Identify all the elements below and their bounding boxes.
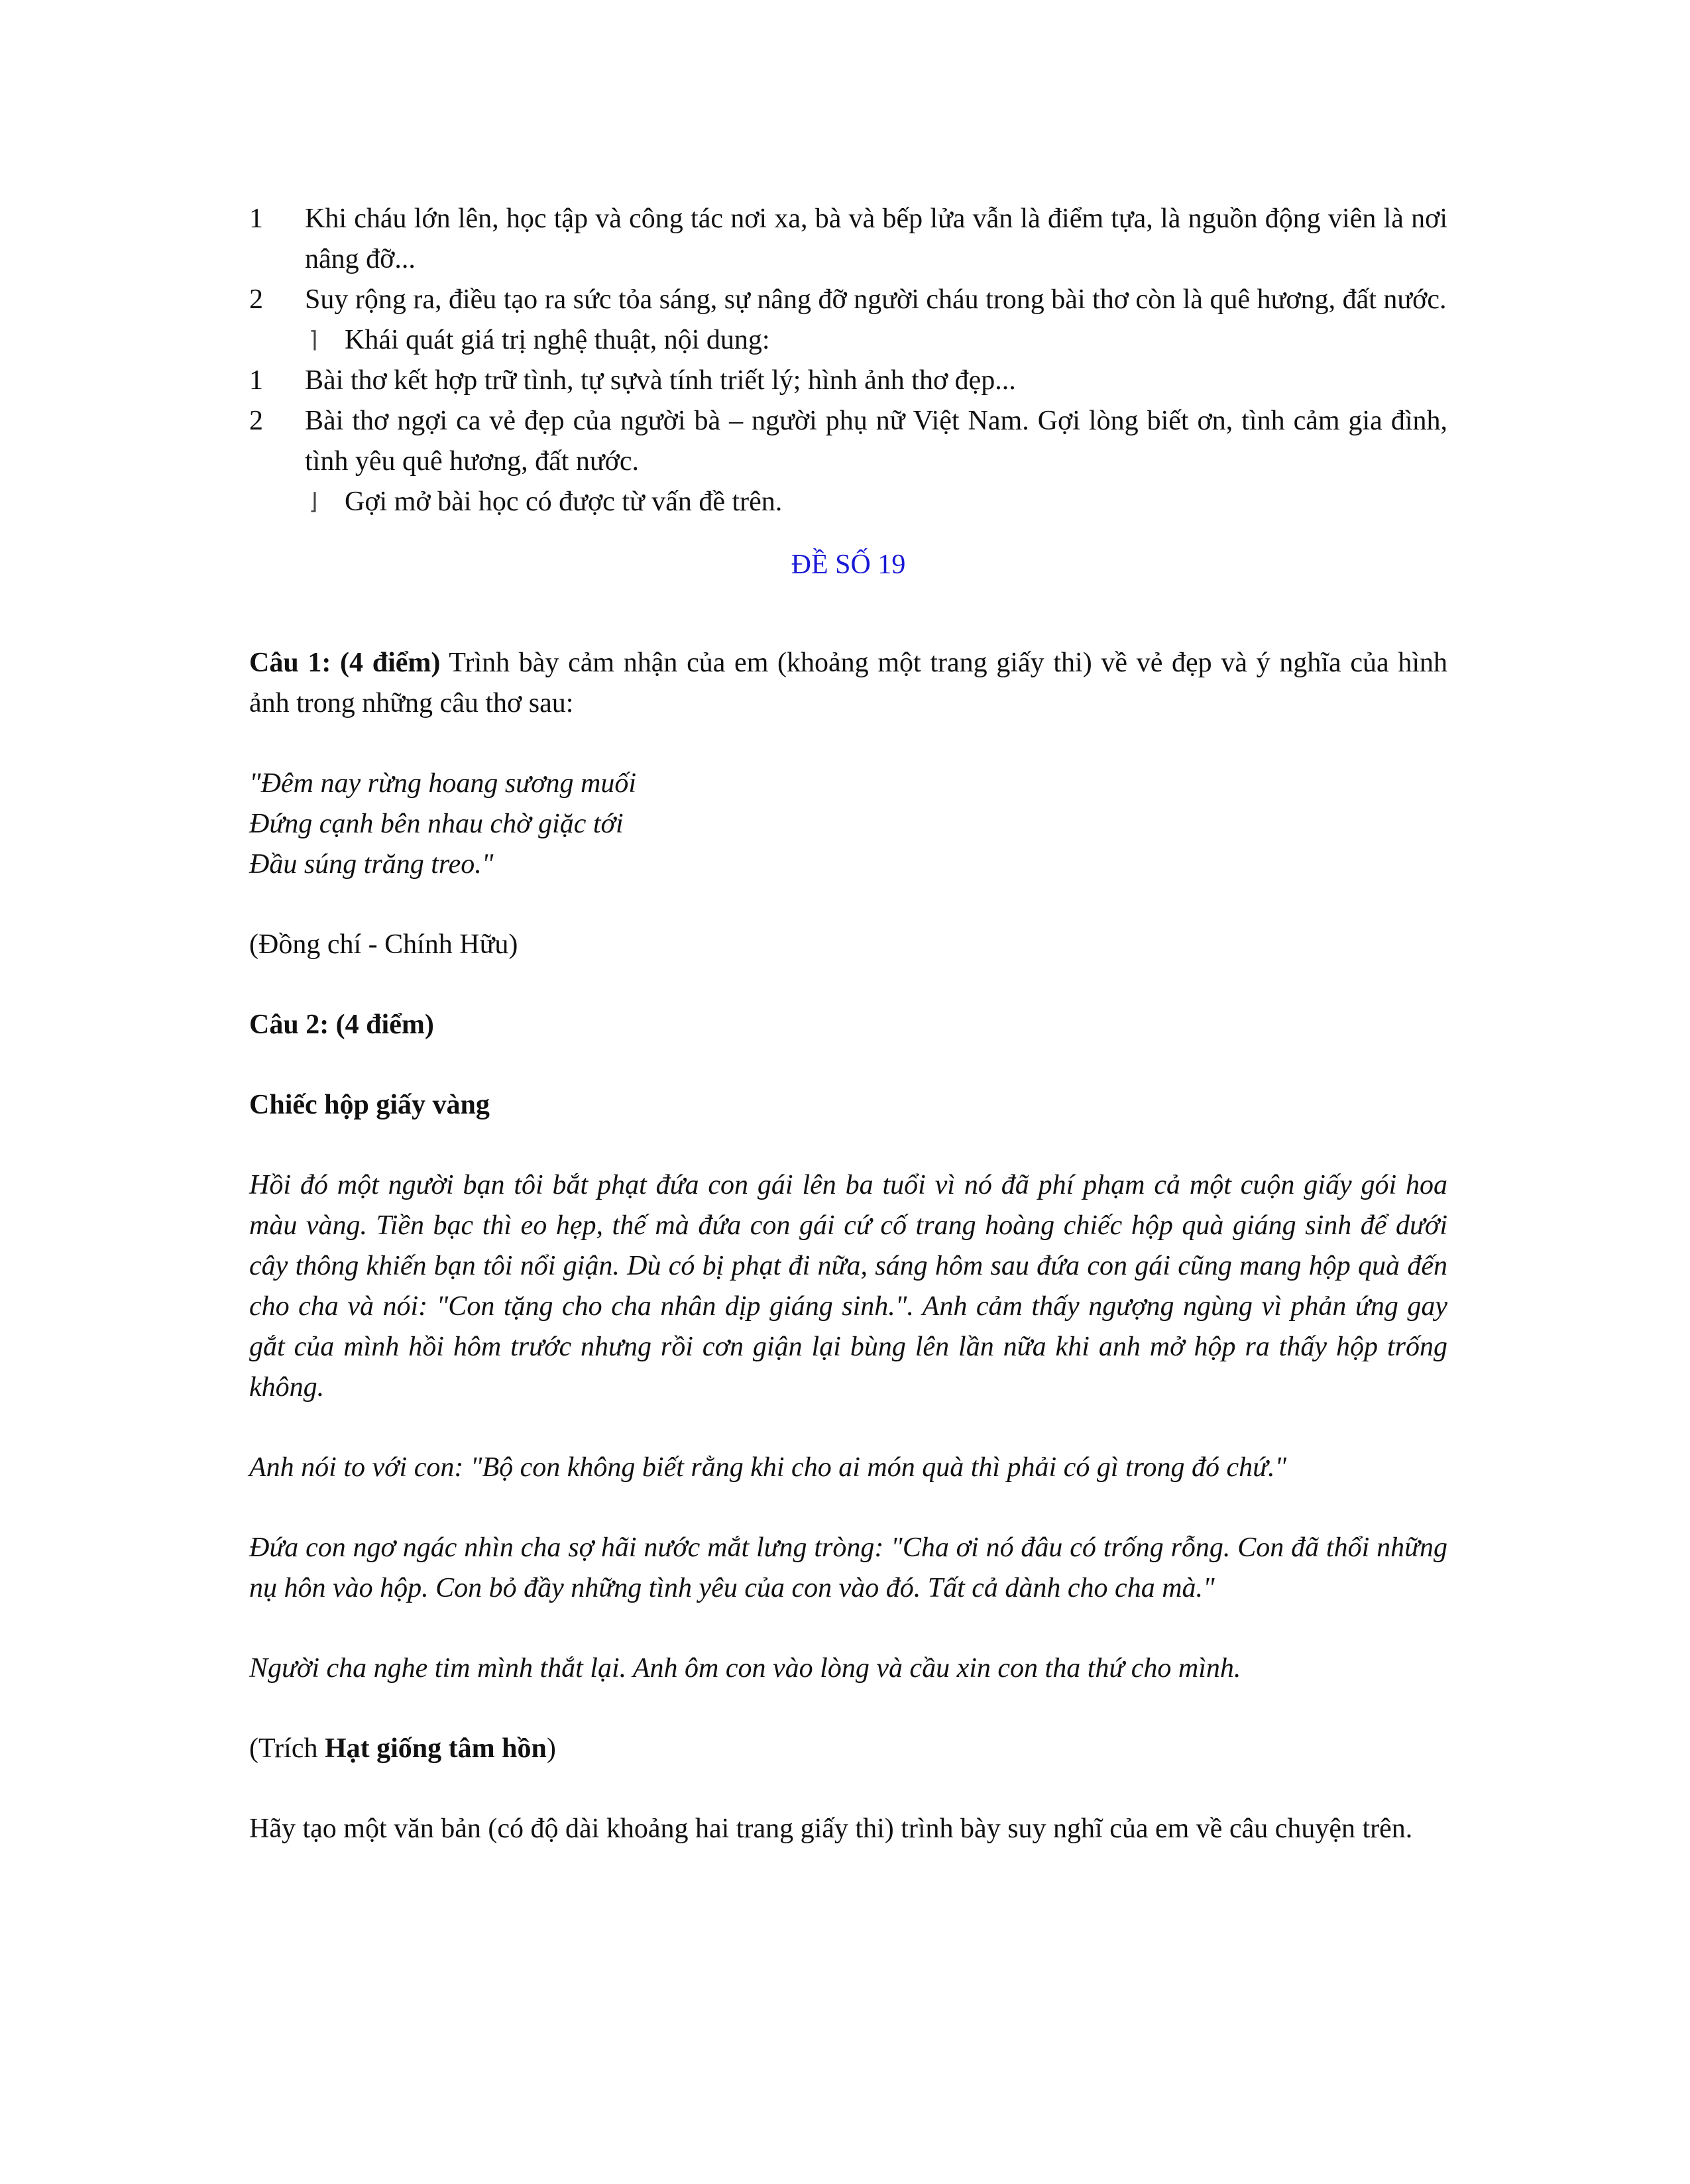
source-title: Hạt giống tâm hồn bbox=[324, 1733, 547, 1764]
story-title bbox=[249, 1085, 1447, 1125]
list-number: 2 bbox=[249, 406, 263, 436]
list-item bbox=[249, 361, 1447, 401]
list-text: Bài thơ kết hợp trữ tình, tự sựvà tính triết lý; hình ảnh thơ đẹp... bbox=[305, 365, 1016, 396]
list-number: 1 bbox=[249, 203, 263, 234]
bullet-icon: ⌉ bbox=[309, 327, 318, 353]
bullet-text: Khái quát giá trị nghệ thuật, nội dung: bbox=[345, 325, 770, 355]
bullet-text: Gợi mở bài học có được từ vấn đề trên. bbox=[345, 487, 783, 517]
document-page bbox=[249, 199, 1447, 1849]
list-item bbox=[249, 401, 1447, 482]
story-paragraph: Người cha nghe tim mình thắt lại. Anh ôm con vào lòng và cầu xin con tha thứ cho mình. bbox=[249, 1653, 1241, 1684]
question-2-label bbox=[249, 1005, 1447, 1045]
question-label: Câu 2: (4 điểm) bbox=[249, 1009, 434, 1040]
question-text: Trình bày cảm nhận của em (khoảng một trang giấy thi) về vẻ đẹp và ý nghĩa của hình ảnh trong những câu thơ sau: bbox=[249, 648, 1447, 718]
list-item bbox=[249, 199, 1447, 280]
poem bbox=[249, 764, 1447, 885]
poem-line: Đầu súng trăng treo." bbox=[249, 849, 494, 880]
poem-line: Đứng cạnh bên nhau chờ giặc tới bbox=[249, 809, 624, 839]
story-paragraph: Đứa con ngơ ngác nhìn cha sợ hãi nước mắt lưng tròng: "Cha ơi nó đâu có trống rỗng. Con đã thổi những nụ hôn vào hộp. Con bỏ đầy những tình yêu của con vào đó. Tất cả dành cho cha mà." bbox=[249, 1532, 1447, 1603]
list-number: 1 bbox=[249, 365, 263, 396]
bullet-item bbox=[249, 482, 1447, 522]
story-title-text: Chiếc hộp giấy vàng bbox=[249, 1090, 490, 1120]
question-label: Câu 1: (4 điểm) bbox=[249, 648, 441, 678]
poem-line: "Đêm nay rừng hoang sương muối bbox=[249, 768, 637, 799]
story-paragraph: Anh nói to với con: "Bộ con không biết rằng khi cho ai món quà thì phải có gì trong đó chứ." bbox=[249, 1452, 1287, 1483]
question-1 bbox=[249, 643, 1447, 724]
list-number: 2 bbox=[249, 284, 263, 315]
source-prefix: (Trích bbox=[249, 1733, 325, 1764]
list-text: Khi cháu lớn lên, học tập và công tác nơi xa, bà và bếp lửa vẫn là điểm tựa, là nguồn động viên là nơi nâng đỡ... bbox=[305, 203, 1447, 274]
story-paragraph: Hồi đó một người bạn tôi bắt phạt đứa con gái lên ba tuổi vì nó đã phí phạm cả một cuộn giấy gói hoa màu vàng. Tiền bạc thì eo hẹp, thế mà đứa con gái cứ cố trang hoàng chiếc hộp quà giáng sinh để dưới cây thông khiến bạn tôi nổi giận. Dù có bị phạt đi nữa, sáng hôm sau đứa con gái cũng mang hộp quà đến cho cha và nói: "Con tặng cho cha nhân dịp giáng sinh.". Anh cảm thấy ngượng ngùng vì phản ứng gay gắt của mình hồi hôm trước nhưng rồi cơn giận lại bùng lên lần nữa khi anh mở hộp ra thấy hộp trống không. bbox=[249, 1170, 1447, 1403]
story-source bbox=[249, 1729, 1447, 1769]
exam-title: ĐỀ SỐ 19 bbox=[791, 549, 906, 580]
bullet-item bbox=[249, 320, 1447, 361]
task-text: Hãy tạo một văn bản (có độ dài khoảng hai trang giấy thi) trình bày suy nghĩ của em về câu chuyện trên. bbox=[249, 1813, 1413, 1844]
list-item bbox=[249, 280, 1447, 320]
list-text: Bài thơ ngợi ca vẻ đẹp của người bà – người phụ nữ Việt Nam. Gợi lòng biết ơn, tình cảm gia đình, tình yêu quê hương, đất nước. bbox=[305, 406, 1447, 477]
bullet-icon: ⌋ bbox=[309, 489, 318, 515]
source-suffix: ) bbox=[546, 1733, 556, 1764]
list-text: Suy rộng ra, điều tạo ra sức tỏa sáng, sự nâng đỡ người cháu trong bài thơ còn là quê hương, đất nước. bbox=[305, 284, 1447, 315]
poem-source: (Đồng chí - Chính Hữu) bbox=[249, 929, 518, 960]
